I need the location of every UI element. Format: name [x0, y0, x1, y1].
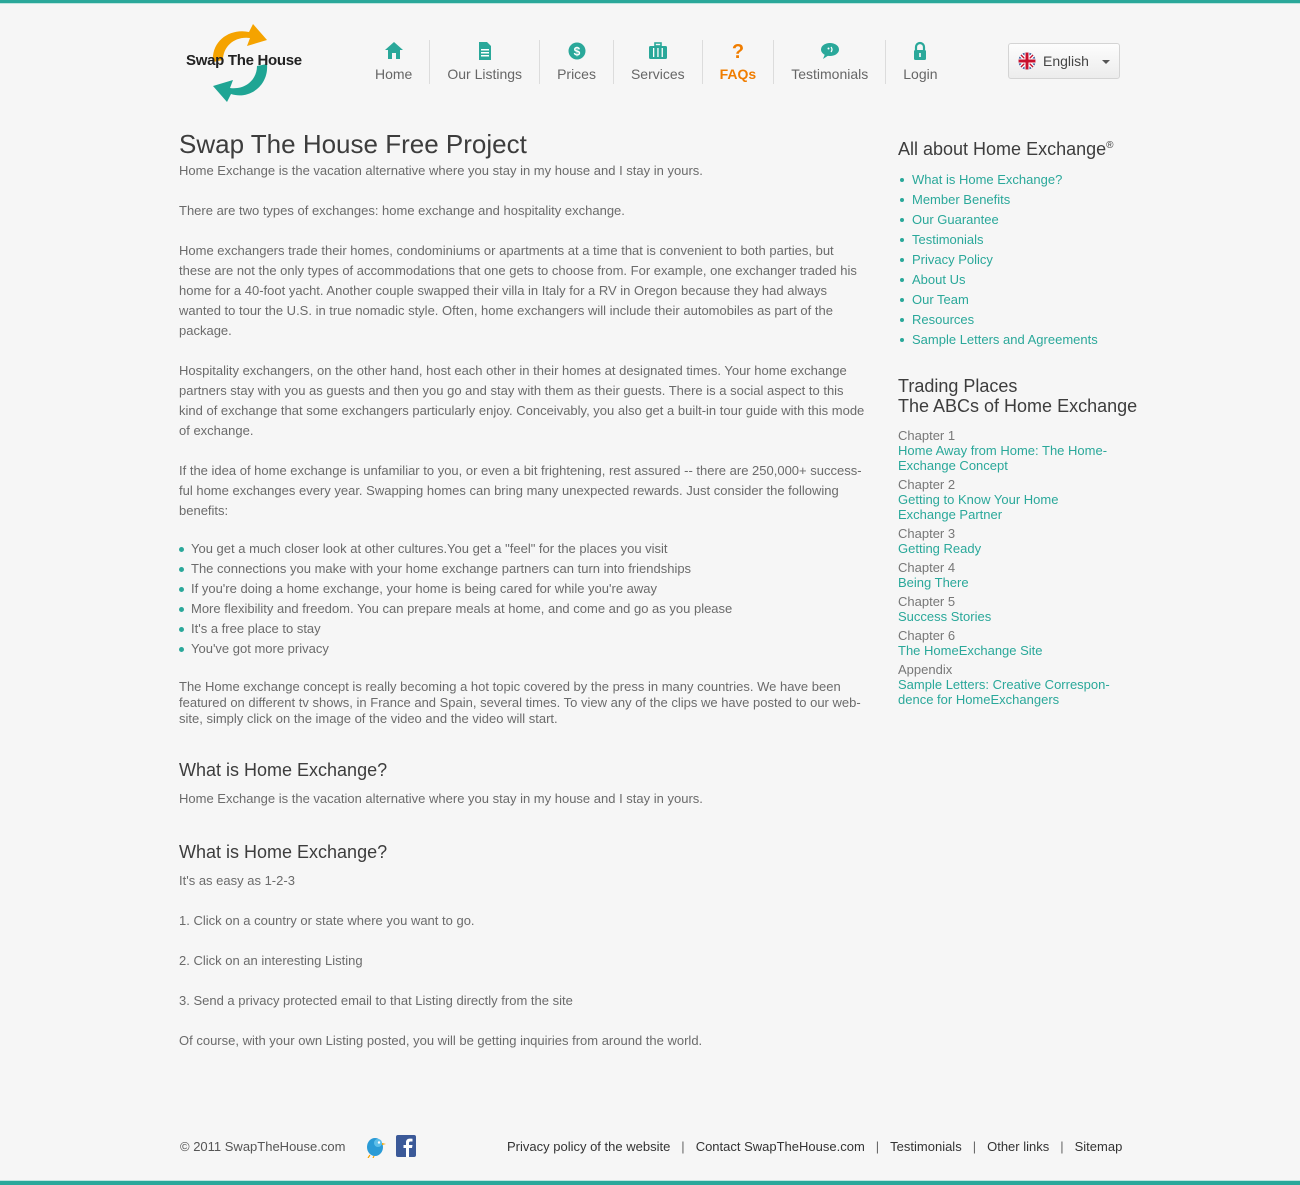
exchange-types-paragraph: There are two types of exchanges: home exchange and hospitality exchange. [179, 203, 625, 218]
how-to-step-1: 1. Click on a country or state where you want to go. [179, 913, 475, 928]
svg-text:$: $ [573, 44, 580, 59]
sidebar-link-our-guarantee[interactable]: Our Guarantee [898, 210, 1138, 230]
sidebar-link-privacy-policy[interactable]: Privacy Policy [898, 250, 1138, 270]
section-text-what-is: Home Exchange is the vacation alternative where you stay in my house and I stay in yours. [179, 791, 703, 806]
nav-login[interactable] [885, 40, 954, 84]
footer-link-sitemap[interactable]: Sitemap [1074, 1139, 1123, 1154]
page-title: Swap The House Free Project [179, 129, 527, 159]
list-item: It's a free place to stay [179, 619, 869, 639]
list-item: You get a much closer look at other cultures.You get a "feel" for the places you visit [179, 539, 869, 559]
chapter-number: Chapter 4 [898, 560, 956, 575]
how-to-closing: Of course, with your own Listing posted, you will be getting inquiries from around the world. [179, 1033, 703, 1048]
press-paragraph: The Home exchange concept is really becoming a hot topic covered by the press in many countries. We have been featured on different tv shows, in France and Spain, several times. To view any of the clips we have posted to our web-site, simply click on the image of the video and the video will start. [179, 679, 861, 726]
nav-services-label: Services [630, 66, 685, 82]
list-item: If you're doing a home exchange, your home is being cared for while you're away [179, 579, 869, 599]
language-selected-label: English [1043, 53, 1089, 69]
language-select[interactable] [1008, 43, 1120, 79]
dollar-icon [567, 41, 587, 61]
bottom-accent-bar [0, 1180, 1300, 1185]
sidebar-about-title [898, 134, 1138, 161]
sidebar-link-about-us[interactable]: About Us [898, 270, 1138, 290]
nav-faqs-label: FAQs [719, 66, 757, 82]
nav-prices[interactable] [539, 40, 613, 84]
chapter-item [898, 560, 1138, 590]
twitter-icon[interactable] [364, 1134, 386, 1158]
how-to-step-2: 2. Click on an interesting Listing [179, 953, 363, 968]
footer-link-other-links[interactable]: Other links [987, 1139, 1050, 1154]
footer-separator: | [875, 1139, 880, 1154]
chapter-item [898, 428, 1138, 473]
sidebar-about-title-text: All about Home Exchange [898, 139, 1107, 159]
trading-title-line-1: Trading Places [898, 376, 1018, 396]
chapter-number: Chapter 3 [898, 526, 956, 541]
site-logo[interactable] [183, 22, 303, 104]
uk-flag-icon [1018, 52, 1036, 70]
copyright: © 2011 SwapTheHouse.com [180, 1139, 346, 1154]
list-item: The connections you make with your home exchange partners can turn into friendships [179, 559, 869, 579]
footer-link-privacy[interactable]: Privacy policy of the website [507, 1139, 671, 1154]
nav-services[interactable] [613, 40, 702, 84]
benefits-list [179, 539, 869, 659]
home-icon [384, 41, 404, 61]
sidebar-link-member-benefits[interactable]: Member Benefits [898, 190, 1138, 210]
section-heading-what-is: What is Home Exchange? [179, 760, 388, 780]
section-heading-how-to: What is Home Exchange? [179, 842, 388, 862]
nav-home-label: Home [375, 66, 413, 82]
chapter-item [898, 526, 1138, 556]
chapter-link[interactable]: Home Away from Home: The Home-Exchange Concept [898, 443, 1108, 473]
how-to-line: It's as easy as 1-2-3 [179, 873, 295, 888]
registered-mark: ® [1106, 140, 1114, 151]
document-icon [475, 41, 495, 61]
main-content [179, 128, 869, 1071]
nav-faqs[interactable] [702, 40, 774, 84]
chapter-item [898, 477, 1138, 522]
main-nav [358, 40, 955, 84]
chapter-link[interactable]: Being There [898, 575, 969, 590]
list-item: You've got more privacy [179, 639, 869, 659]
chapter-link[interactable]: The HomeExchange Site [898, 643, 1043, 658]
question-icon [728, 41, 748, 61]
sidebar-link-our-team[interactable]: Our Team [898, 290, 1138, 310]
nav-prices-label: Prices [557, 66, 596, 82]
chevron-down-icon [1102, 60, 1110, 64]
how-to-step-3: 3. Send a privacy protected email to that Listing directly from the site [179, 993, 573, 1008]
chapter-number: Chapter 6 [898, 628, 956, 643]
chapter-link[interactable]: Getting to Know Your Home Exchange Partner [898, 492, 1059, 522]
top-accent-bar [0, 0, 1300, 4]
chapter-number: Chapter 2 [898, 477, 956, 492]
logo-text: Swap The House [186, 52, 302, 69]
lock-icon [910, 41, 930, 61]
benefits-intro-paragraph: If the idea of home exchange is unfamiliar to you, or even a bit frightening, rest assured -- there are 250,000+ success-ful home exchanges every year. Swapping homes can bring many unexpected rewards. Just consider the following benefits: [179, 463, 862, 518]
speech-bubble-icon [820, 41, 840, 61]
footer-link-contact[interactable]: Contact SwapTheHouse.com [695, 1139, 865, 1154]
sidebar-trading-title [898, 376, 1138, 416]
footer-separator: | [972, 1139, 977, 1154]
chapter-number: Chapter 5 [898, 594, 956, 609]
sidebar-link-resources[interactable]: Resources [898, 310, 1138, 330]
footer-separator: | [681, 1139, 685, 1154]
sidebar-about-links [898, 170, 1138, 350]
footer-separator: | [1060, 1139, 1064, 1154]
chapter-link[interactable]: Getting Ready [898, 541, 982, 556]
briefcase-icon [648, 41, 668, 61]
list-item: More flexibility and freedom. You can prepare meals at home, and come and go as you please [179, 599, 869, 619]
nav-testimonials-label: Testimonials [791, 66, 869, 82]
sidebar-link-what-is[interactable]: What is Home Exchange? [898, 170, 1138, 190]
footer-link-testimonials[interactable]: Testimonials [890, 1139, 962, 1154]
chapter-link[interactable]: Sample Letters: Creative Correspon-dence for HomeExchangers [898, 677, 1110, 707]
nav-our-listings[interactable] [429, 40, 539, 84]
svg-text:?: ? [731, 41, 745, 61]
chapter-link[interactable]: Success Stories [898, 609, 992, 624]
nav-testimonials[interactable] [773, 40, 885, 84]
nav-home[interactable] [358, 40, 429, 84]
chapter-number: Chapter 1 [898, 428, 956, 443]
hospitality-paragraph: Hospitality exchangers, on the other hand, host each other in their homes at designated times. Your home exchange partners stay with you as guests and then you go and stay with them as their guests. There is a social aspect to this kind of exchange that some exchangers particularly enjoy. Conceivably, you also get a built-in tour guide with this mode of exchange. [179, 363, 865, 438]
chapter-item [898, 662, 1138, 707]
sidebar [898, 134, 1138, 711]
home-exchangers-paragraph: Home exchangers trade their homes, condominiums or apartments at a time that is convenient to both parties, but these are not the only types of accommodations that one gets to choose from. For example, one exchanger traded his home for a 40-foot yacht. Another couple swapped their villa in Italy for a RV in Oregon because they had always wanted to tour the U.S. in true nomadic style. Often, home exchangers will include their automobiles as part of the package. [179, 243, 857, 338]
chapter-number: Appendix [898, 662, 953, 677]
chapter-list [898, 428, 1138, 707]
intro-paragraph: Home Exchange is the vacation alternative where you stay in my house and I stay in yours. [179, 163, 703, 178]
chapter-item [898, 594, 1138, 624]
nav-login-label: Login [903, 66, 938, 82]
sidebar-link-testimonials[interactable]: Testimonials [898, 230, 1138, 250]
facebook-icon[interactable] [395, 1134, 417, 1158]
chapter-item [898, 628, 1138, 658]
footer-links [507, 1139, 1122, 1154]
trading-title-line-2: The ABCs of Home Exchange [898, 396, 1138, 416]
nav-our-listings-label: Our Listings [447, 66, 523, 82]
sidebar-link-sample-letters[interactable]: Sample Letters and Agreements [898, 330, 1138, 350]
